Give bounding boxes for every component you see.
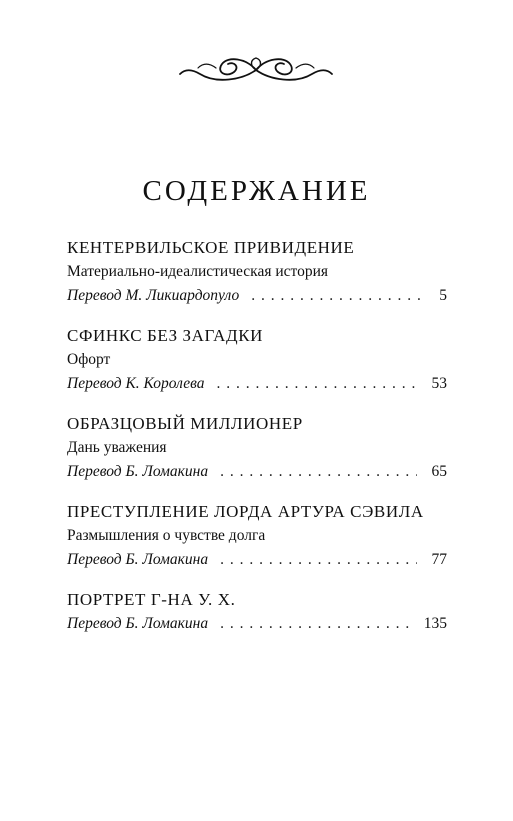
entry-title: ПОРТРЕТ Г-НА У. Х. <box>67 590 236 609</box>
dot-leader <box>220 460 417 484</box>
toc-entry[interactable] <box>67 588 447 636</box>
entry-subtitle: Дань уважения <box>67 439 167 456</box>
entry-translator: Перевод Б. Ломакина <box>67 551 209 568</box>
dot-leader <box>217 372 418 396</box>
entry-page-number: 53 <box>431 375 447 392</box>
entry-subtitle: Офорт <box>67 351 111 368</box>
toc-entry[interactable] <box>67 324 447 396</box>
toc-entry[interactable] <box>67 236 447 308</box>
entry-translator-line <box>67 284 447 308</box>
flourish-ornament-icon <box>176 44 336 92</box>
entry-title: СФИНКС БЕЗ ЗАГАДКИ <box>67 326 264 345</box>
table-of-contents <box>67 236 447 652</box>
entry-translator: Перевод К. Королева <box>67 375 205 392</box>
entry-page-number: 77 <box>431 551 447 568</box>
entry-title: КЕНТЕРВИЛЬСКОЕ ПРИВИДЕНИЕ <box>67 238 355 257</box>
toc-entry[interactable] <box>67 412 447 484</box>
entry-subtitle: Размышления о чувстве долга <box>67 527 266 544</box>
dot-leader <box>251 284 427 308</box>
entry-title: ПРЕСТУПЛЕНИЕ ЛОРДА АРТУРА СЭВИЛА <box>67 502 424 521</box>
toc-entry[interactable] <box>67 500 447 572</box>
entry-translator-line <box>67 460 447 484</box>
dot-leader <box>220 548 417 572</box>
entry-page-number: 135 <box>423 615 447 632</box>
entry-translator: Перевод М. Ликиардопуло <box>67 287 240 304</box>
entry-translator-line <box>67 612 447 636</box>
page-title: СОДЕРЖАНИЕ <box>142 175 371 208</box>
entry-page-number: 65 <box>431 463 447 480</box>
entry-page-number: 5 <box>439 287 447 304</box>
entry-subtitle: Материально-идеалистическая история <box>67 263 329 280</box>
entry-translator-line <box>67 548 447 572</box>
dot-leader <box>220 612 411 636</box>
entry-translator-line <box>67 372 447 396</box>
entry-title: ОБРАЗЦОВЫЙ МИЛЛИОНЕР <box>67 414 303 433</box>
entry-translator: Перевод Б. Ломакина <box>67 463 209 480</box>
entry-translator: Перевод Б. Ломакина <box>67 615 209 632</box>
